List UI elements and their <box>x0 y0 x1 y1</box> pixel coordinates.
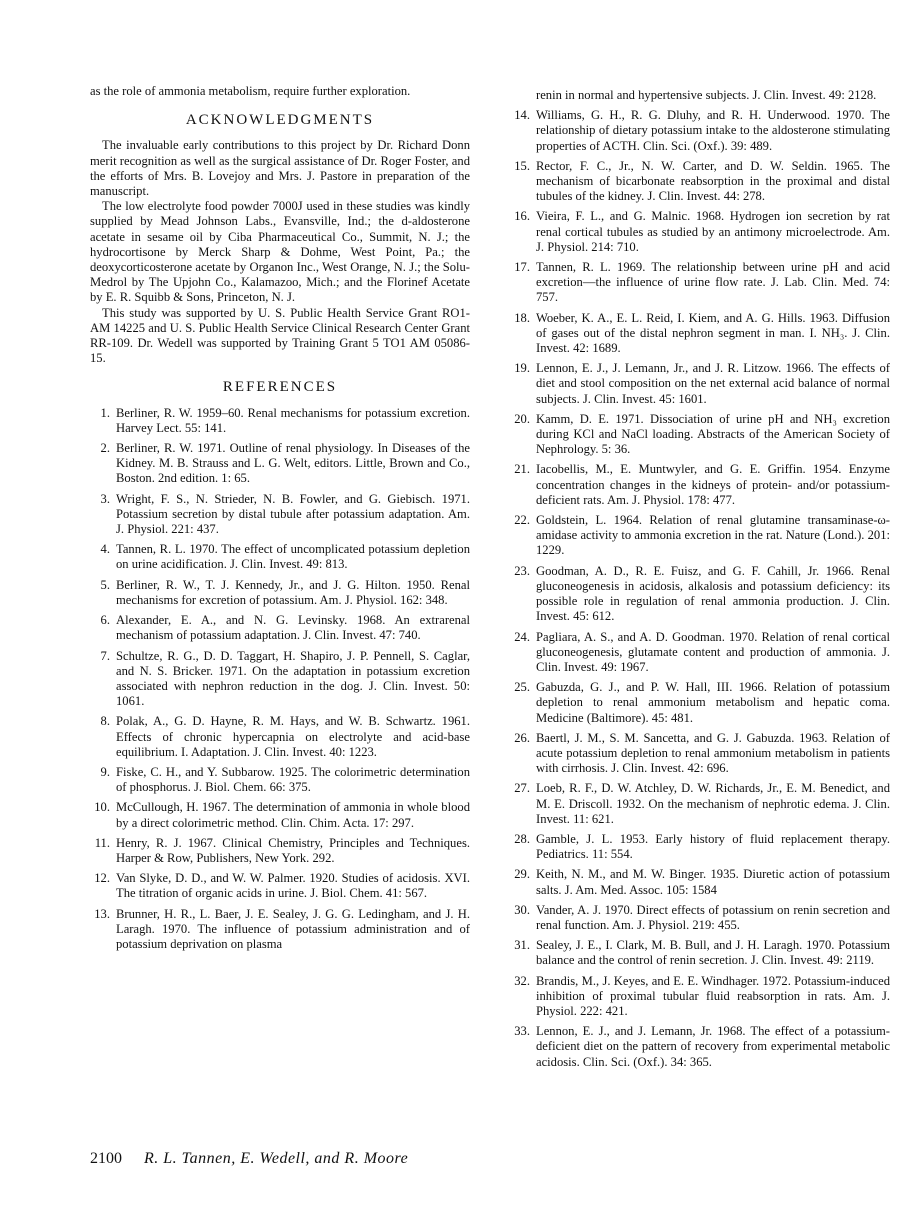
ack-paragraph-3: This study was supported by U. S. Public Health Service Grant RO1-AM 14225 and U. S. Public Health Service Clinical Research Center Grant RR-109. Dr. Wedell was supported by Training Grant 5 TO1 AM 05086-15. <box>90 305 470 366</box>
reference-number: 28. <box>514 831 530 846</box>
reference-item <box>510 311 890 357</box>
intro-fragment: as the role of ammonia metabolism, require further exploration. <box>90 84 411 98</box>
ack-paragraph-2: The low electrolyte food powder 7000J used in these studies was kindly supplied by Mead Johnson Labs., Evansville, Ind.; the d-aldosterone acetate in sesame oil by Ciba Pharmaceutical Co., Summit, N. J.; the hydrocortisone by Merck Sharp & Dohme, West Point, Pa.; the deoxycorticosterone acetate by Organon Inc., West Orange, N. J.; the Solu-Medrol by The Upjohn Co., Kalamazoo, Mich.; and the Florinef Acetate by E. R. Squibb & Sons, Princeton, N. J. <box>90 199 470 305</box>
reference-item <box>90 613 470 643</box>
reference-text: Lennon, E. J., and J. Lemann, Jr. 1968. The effect of a potassium-deficient diet on the pattern of recovery from experimental metabolic acidosis. Clin. Sci. (Oxf.). 34: 365. <box>536 1024 890 1069</box>
reference-number: 16. <box>514 209 530 224</box>
reference-text: Schultze, R. G., D. D. Taggart, H. Shapiro, J. P. Pennell, S. Caglar, and N. S. Bricker. 1971. On the adaptation in potassium excretion associated with nephron reduction in the dog. J. Clin. Invest. 50: 1061. <box>116 648 470 709</box>
reference-item <box>510 680 890 726</box>
reference-item <box>510 260 890 306</box>
references-heading: REFERENCES <box>222 379 338 396</box>
reference-text: Williams, G. H., R. G. Dluhy, and R. H. Underwood. 1970. The relationship of dietary potassium intake to the aldosterone stimulating properties of ACTH. Clin. Sci. (Oxf.). 39: 489. <box>536 108 890 153</box>
reference-item <box>510 412 890 458</box>
reference-text: Vander, A. J. 1970. Direct effects of potassium on renin secretion and renal function. Am. J. Physiol. 219: 455. <box>536 902 890 932</box>
reference-text: Goldstein, L. 1964. Relation of renal glutamine transaminase-ω-amidase activity to ammonia excretion in the rat. Nature (Lond.). 201: 1229. <box>536 513 890 558</box>
right-column <box>510 88 890 1075</box>
reference-list-left <box>90 406 470 953</box>
reference-item <box>510 974 890 1020</box>
reference-text: Iacobellis, M., E. Muntwyler, and G. E. Griffin. 1954. Enzyme concentration changes in the kidneys of protein- and/or potassium-deficient rats. Am. J. Physiol. 178: 477. <box>536 462 890 507</box>
reference-number: 23. <box>514 563 530 578</box>
reference-number: 21. <box>514 462 530 477</box>
reference-number: 1. <box>100 405 110 420</box>
reference-text: Sealey, J. E., I. Clark, M. B. Bull, and J. H. Laragh. 1970. Potassium balance and the control of renin secretion. J. Clin. Invest. 49: 2119. <box>536 938 890 968</box>
reference-number: 11. <box>94 835 110 850</box>
reference-number: 15. <box>514 158 530 173</box>
reference-13-continuation: renin in normal and hypertensive subjects. J. Clin. Invest. 49: 2128. <box>536 88 877 102</box>
reference-number: 26. <box>514 730 530 745</box>
reference-number: 30. <box>514 902 530 917</box>
reference-text: Loeb, R. F., D. W. Atchley, D. W. Richards, Jr., E. M. Benedict, and M. E. Driscoll. 1932. On the mechanism of nephrotic edema. J. Clin. Invest. 11: 621. <box>536 781 890 826</box>
reference-number: 29. <box>514 867 530 882</box>
reference-item <box>510 938 890 968</box>
reference-text: Tannen, R. L. 1969. The relationship between urine pH and acid excretion—the influence of urine flow rate. J. Lab. Clin. Med. 74: 757. <box>536 260 890 305</box>
reference-number: 32. <box>514 973 530 988</box>
reference-item <box>510 108 890 154</box>
reference-number: 17. <box>514 260 530 275</box>
reference-text: Gabuzda, G. J., and P. W. Hall, III. 1966. Relation of potassium depletion to renal ammonium metabolism and hepatic coma. Medicine (Baltimore). 45: 481. <box>536 680 890 725</box>
reference-item <box>90 836 470 866</box>
reference-item <box>510 731 890 777</box>
acknowledgments-heading: ACKNOWLEDGMENTS <box>185 112 375 129</box>
reference-item <box>510 209 890 255</box>
reference-text: Brandis, M., J. Keyes, and E. E. Windhager. 1972. Potassium-induced inhibition of proximal tubular fluid reabsorption in rats. Am. J. Physiol. 222: 421. <box>536 973 890 1018</box>
left-column <box>90 84 470 957</box>
reference-item <box>510 462 890 508</box>
reference-item <box>90 441 470 487</box>
reference-number: 19. <box>514 361 530 376</box>
reference-text: Berliner, R. W. 1971. Outline of renal physiology. In Diseases of the Kidney. M. B. Strauss and L. G. Welt, editors. Little, Brown and Co., Boston. 2nd edition. 1: 65. <box>116 441 470 486</box>
reference-number: 7. <box>100 648 110 663</box>
reference-text: Baertl, J. M., S. M. Sancetta, and G. J. Gabuzda. 1963. Relation of acute potassium depletion to renal ammonium metabolism in patients with cirrhosis. J. Clin. Invest. 42: 696. <box>536 730 890 776</box>
reference-item <box>90 714 470 760</box>
reference-item <box>510 832 890 862</box>
reference-text: Berliner, R. W. 1959–60. Renal mechanisms for potassium excretion. Harvey Lect. 55: 141. <box>116 405 470 435</box>
reference-number: 27. <box>514 781 530 796</box>
reference-item <box>90 649 470 710</box>
reference-number: 31. <box>514 938 530 953</box>
reference-number: 12. <box>94 871 110 886</box>
reference-text: Berliner, R. W., T. J. Kennedy, Jr., and J. G. Hilton. 1950. Renal mechanisms for excretion of potassium. Am. J. Physiol. 162: 348. <box>116 577 470 607</box>
reference-item <box>510 781 890 827</box>
reference-number: 20. <box>514 411 530 426</box>
reference-text: Lennon, E. J., J. Lemann, Jr., and J. R. Litzow. 1966. The effects of diet and stool composition on the net external acid balance of normal subjects. J. Clin. Invest. 45: 1601. <box>536 361 890 406</box>
reference-item <box>90 765 470 795</box>
reference-item <box>510 630 890 676</box>
reference-item <box>510 903 890 933</box>
reference-text: Goodman, A. D., R. E. Fuisz, and G. F. Cahill, Jr. 1966. Renal gluconeogenesis in acidosis, alkalosis and potassium deficiency: its possible role in regulation of renal ammonia production. J. Clin. Invest. 45: 612. <box>536 563 890 624</box>
page-footer <box>90 1150 408 1168</box>
reference-item <box>510 513 890 559</box>
reference-number: 33. <box>514 1024 530 1039</box>
page-number: 2100 <box>90 1150 122 1167</box>
reference-item <box>510 867 890 897</box>
reference-number: 18. <box>514 310 530 325</box>
running-authors: R. L. Tannen, E. Wedell, and R. Moore <box>144 1150 409 1167</box>
reference-text: Rector, F. C., Jr., N. W. Carter, and D. W. Seldin. 1965. The mechanism of bicarbonate reabsorption in the proximal and distal tubules of the kidney. J. Clin. Invest. 44: 278. <box>536 158 890 204</box>
reference-number: 2. <box>100 441 110 456</box>
reference-number: 4. <box>100 542 110 557</box>
reference-number: 9. <box>100 764 110 779</box>
reference-text: Tannen, R. L. 1970. The effect of uncomplicated potassium depletion on urine acidification. J. Clin. Invest. 49: 813. <box>116 542 470 572</box>
reference-item <box>510 159 890 205</box>
reference-text: Fiske, C. H., and Y. Subbarow. 1925. The colorimetric determination of phosphorus. J. Biol. Chem. 66: 375. <box>116 764 470 795</box>
reference-number: 24. <box>514 629 530 644</box>
reference-item <box>90 578 470 608</box>
reference-item <box>90 492 470 538</box>
reference-item <box>90 800 470 830</box>
reference-text: Alexander, E. A., and N. G. Levinsky. 1968. An extrarenal mechanism of potassium adaptation. J. Clin. Invest. 47: 740. <box>116 613 470 643</box>
reference-text: Kamm, D. E. 1971. Dissociation of urine pH and NH₃ excretion during KCl and NaCl loading. Abstracts of the American Society of Nephrology. 5: 36. <box>536 411 890 457</box>
reference-number: 8. <box>100 714 110 729</box>
reference-number: 3. <box>100 491 110 506</box>
reference-text: Wright, F. S., N. Strieder, N. B. Fowler, and G. Giebisch. 1971. Potassium secretion by distal tubule after potassium adaptation. Am. J. Physiol. 221: 437. <box>116 491 470 537</box>
reference-number: 10. <box>94 800 110 815</box>
ack-paragraph-1: The invaluable early contributions to this project by Dr. Richard Donn merit recognition as well as the surgical assistance of Dr. Roger Foster, and the efforts of Mrs. B. Lovejoy and Mrs. J. Pastore in preparation of the manuscript. <box>90 138 470 199</box>
reference-number: 22. <box>514 513 530 528</box>
reference-text: Woeber, K. A., E. L. Reid, I. Kiem, and A. G. Hills. 1963. Diffusion of gases out of the distal nephron segment in man. I. NH₃. J. Clin. Invest. 42: 1689. <box>536 310 890 356</box>
reference-text: Brunner, H. R., L. Baer, J. E. Sealey, J. G. G. Ledingham, and J. H. Laragh. 1970. The influence of potassium administration and of potassium deprivation on plasma <box>116 906 470 951</box>
reference-text: McCullough, H. 1967. The determination of ammonia in whole blood by a direct colorimetric method. Clin. Chim. Acta. 17: 297. <box>116 800 470 830</box>
reference-number: 14. <box>514 108 530 123</box>
reference-text: Henry, R. J. 1967. Clinical Chemistry, Principles and Techniques. Harper & Row, Publishers, New York. 292. <box>116 835 470 865</box>
reference-item <box>510 361 890 407</box>
reference-text: Keith, N. M., and M. W. Binger. 1935. Diuretic action of potassium salts. J. Am. Med. Assoc. 105: 1584 <box>536 867 890 897</box>
reference-text: Van Slyke, D. D., and W. W. Palmer. 1920. Studies of acidosis. XVI. The titration of organic acids in urine. J. Biol. Chem. 41: 567. <box>116 871 470 901</box>
reference-number: 13. <box>94 906 110 921</box>
reference-number: 6. <box>100 613 110 628</box>
reference-item <box>90 406 470 436</box>
reference-item <box>510 564 890 625</box>
reference-item <box>90 871 470 901</box>
reference-text: Pagliara, A. S., and A. D. Goodman. 1970. Relation of renal cortical gluconeogenesis, glutamate content and production of ammonia. J. Clin. Invest. 49: 1967. <box>536 629 890 674</box>
reference-text: Gamble, J. L. 1953. Early history of fluid replacement therapy. Pediatrics. 11: 554. <box>536 831 890 862</box>
reference-item <box>90 542 470 572</box>
reference-list-right <box>510 108 890 1070</box>
reference-item <box>90 907 470 953</box>
reference-item <box>510 1024 890 1070</box>
reference-number: 25. <box>514 680 530 695</box>
reference-text: Vieira, F. L., and G. Malnic. 1968. Hydrogen ion secretion by rat renal cortical tubules as studied by an antimony microelectrode. Am. J. Physiol. 214: 710. <box>536 209 890 254</box>
reference-text: Polak, A., G. D. Hayne, R. M. Hays, and W. B. Schwartz. 1961. Effects of chronic hypercapnia on electrolyte and acid-base equilibrium. I. Adaptation. J. Clin. Invest. 40: 1223. <box>116 714 470 759</box>
reference-number: 5. <box>100 577 110 592</box>
